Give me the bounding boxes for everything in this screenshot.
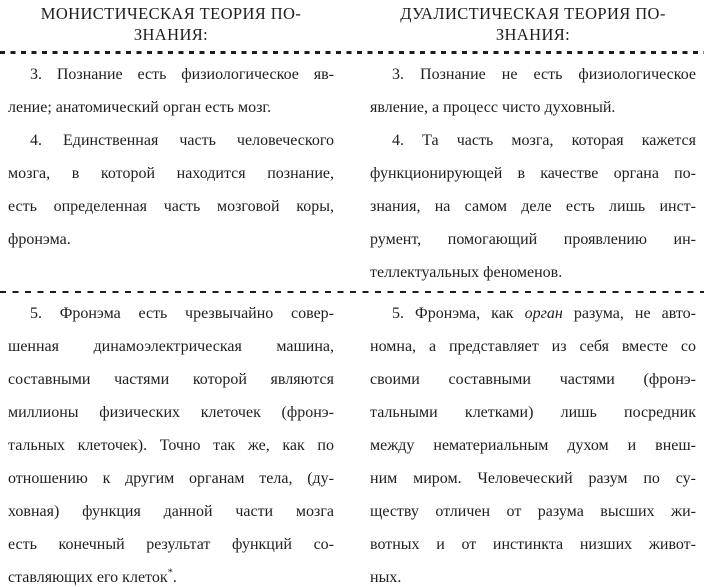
paragraph-line: 4. Единственная часть человеческого (30, 132, 334, 149)
dualistic-cell-item-5 (370, 297, 696, 587)
paragraph-line: между нематериальным духом и внеш- (370, 437, 696, 454)
paragraph-line: теллектуальных феноменов. (370, 264, 563, 281)
paragraph-line: 4. Та часть мозга, которая кажется (392, 132, 696, 149)
header-line: ДУАЛИСТИЧЕСКАЯ ТЕОРИЯ ПО- (400, 4, 666, 23)
paragraph-line: ление; анатомический орган есть мозг. (8, 99, 272, 116)
paragraph-line: румент, помогающий проявлению ин- (370, 231, 696, 248)
dualistic-cell-items-3-4 (370, 58, 696, 289)
line-text: ставляющих его клеток (8, 569, 168, 586)
column-header-monistic (8, 4, 334, 45)
monistic-cell-items-3-4 (8, 58, 334, 289)
column-header-dualistic (370, 4, 696, 45)
paragraph-line: составными частями которой являются (8, 371, 334, 388)
table-section-item-5 (0, 293, 704, 587)
paragraph-line: тальных клеточек). Точно так же, как по (8, 437, 334, 454)
paragraph-line: ных. (370, 569, 402, 586)
header-line: ЗНАНИЯ: (133, 24, 209, 44)
monistic-cell-item-5 (8, 297, 334, 587)
table-section-items-3-4 (0, 54, 704, 289)
paragraph-line: отношению к другим органам тела, (ду- (8, 470, 334, 487)
paragraph-line: 5. Фронэма есть чрезвычайно совер- (30, 305, 334, 322)
paragraph-line: есть конечный результат функций со- (8, 536, 334, 553)
paragraph-line: миллионы физических клеточек (фронэ- (8, 404, 334, 421)
line-text: . (172, 569, 177, 586)
header-line: МОНИСТИЧЕСКАЯ ТЕОРИЯ ПО- (40, 4, 302, 23)
header-line: ЗНАНИЯ: (495, 24, 571, 44)
paragraph-line: явление, а процесс чисто духовный. (370, 99, 616, 116)
paragraph-line: фронэма. (8, 231, 71, 248)
line-text: разума, не авто- (562, 305, 696, 322)
paragraph-line: ществу отличен от разума высших жи- (370, 503, 696, 520)
italic-word: орган (524, 305, 563, 322)
paragraph-line: своими составными частями (фронэ- (370, 371, 696, 388)
paragraph-line: ховная) функция данной части мозга (8, 503, 334, 520)
paragraph-line: шенная динамоэлектрическая машина, (8, 338, 334, 355)
footnote-asterisk: * (167, 567, 173, 579)
paragraph-line: ним миром. Человеческий разум по су- (370, 470, 696, 487)
paragraph-line-with-footnote (8, 561, 334, 587)
paragraph-line: 3. Познание есть физиологическое яв- (30, 66, 334, 83)
paragraph-line: вотных и от инстинкта низших живот- (370, 536, 696, 553)
paragraph-line: мозга, в которой находится познание, (8, 165, 334, 182)
paragraph-line: номна, а представляет из себя вместе со (370, 338, 696, 355)
paragraph-line-with-italic (370, 297, 696, 330)
paragraph-line: функционирующей в качестве органа по- (370, 165, 696, 182)
paragraph-line: 3. Познание не есть физиологическое (392, 66, 696, 83)
table-header-row (0, 0, 704, 45)
line-text: 5. Фронэма, как (392, 305, 525, 322)
paragraph-line: знания, на самом деле есть лишь инст- (370, 198, 696, 215)
paragraph-line: есть определенная часть мозговой коры, (8, 198, 334, 215)
paragraph-line: тальными клетками) лишь посредник (370, 404, 696, 421)
